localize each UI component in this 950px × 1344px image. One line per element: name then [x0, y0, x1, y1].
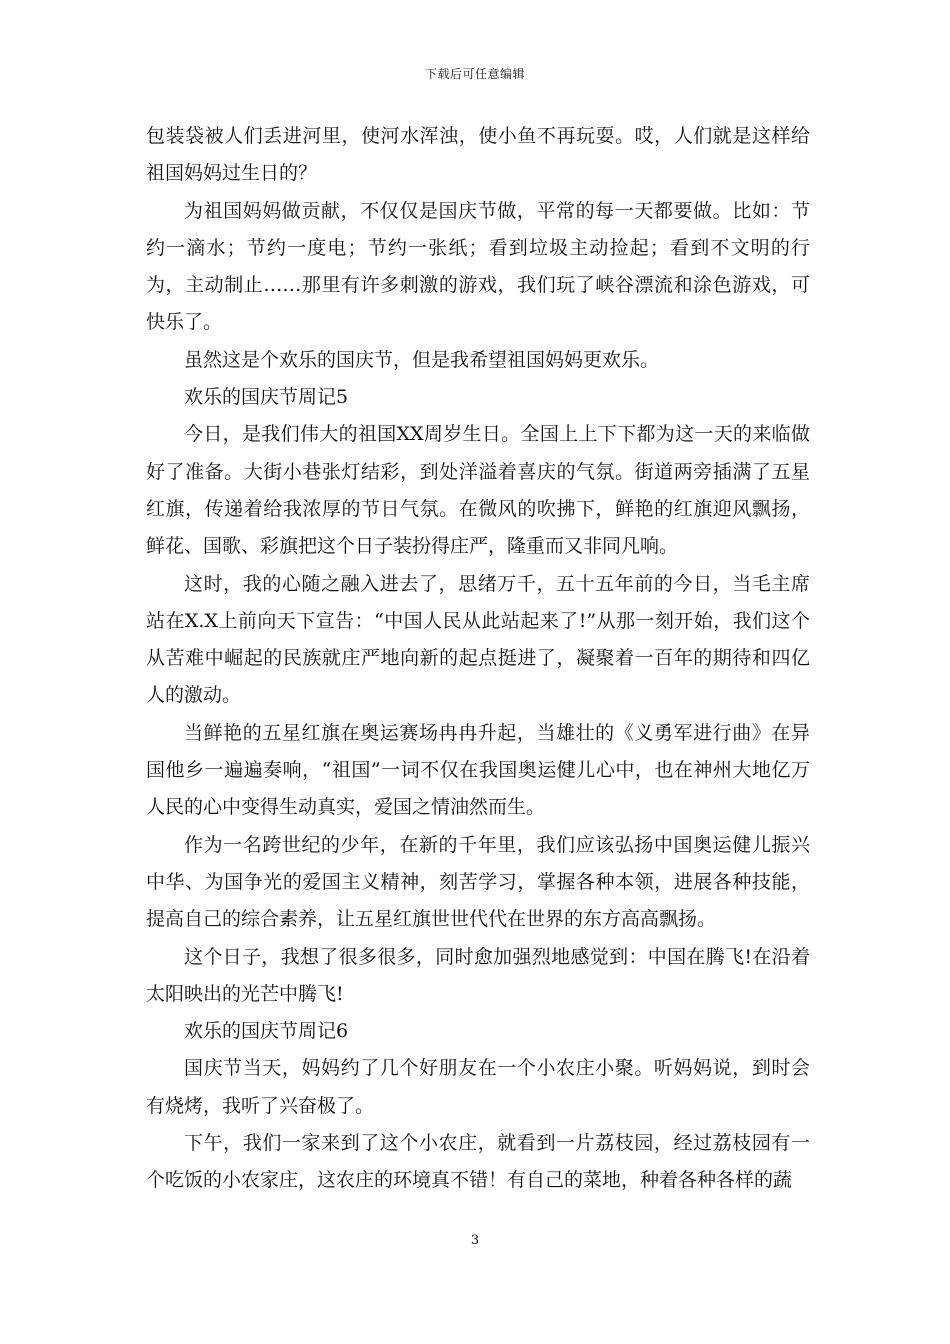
section-heading: 欢乐的国庆节周记6 — [184, 1020, 349, 1043]
paragraph: 这时，我的心随之融入进去了，思绪万千，五十五年前的今日，当毛主席站在X.X上前向天下宣告：“中国人民从此站起来了!”从那一刻开始，我们这个从苦难中崛起的民族就庄严地向新的起点挺进了，凝聚着一百年的期待和四亿人的激动。 — [146, 572, 810, 707]
paragraph: 这个日子，我想了很多很多，同时愈加强烈地感觉到：中国在腾飞!在沿着太阳映出的光芒中腾飞! — [146, 945, 810, 1005]
paragraph: 当鲜艳的五星红旗在奥运赛场冉冉升起，当雄壮的《义勇军进行曲》在异国他乡一遍遍奏响，“祖国”一词不仅在我国奥运健儿心中，也在神州大地亿万人民的心中变得生动真实，爱国之情油然而生。 — [146, 721, 810, 819]
paragraph: 虽然这是个欢乐的国庆节，但是我希望祖国妈妈更欢乐。 — [184, 348, 660, 371]
page-header: 下载后可任意编辑 — [424, 67, 525, 81]
page-number: 3 — [470, 1233, 480, 1248]
paragraph: 作为一名跨世纪的少年，在新的千年里，我们应该弘扬中国奥运健儿振兴中华、为国争光的爱国主义精神，刻苦学习，掌握各种本领，进展各种技能，提高自己的综合素养，让五星红旗世世代代在世界的东方高高飘扬。 — [146, 833, 810, 931]
paragraph: 今日，是我们伟大的祖国XX周岁生日。全国上上下下都为这一天的来临做好了准备。大街小巷张灯结彩，到处洋溢着喜庆的气氛。街道两旁插满了五星红旗，传递着给我浓厚的节日气氛。在微风的吹拂下，鲜艳的红旗迎风飘扬，鲜花、国歌、彩旗把这个日子装扮得庄严，隆重而又非同凡响。 — [146, 423, 810, 558]
paragraph: 包装袋被人们丢进河里，使河水浑浊，使小鱼不再玩耍。哎，人们就是这样给祖国妈妈过生日的？ — [146, 125, 810, 185]
paragraph: 下午，我们一家来到了这个小农庄，就看到一片荔枝园，经过荔枝园有一个吃饭的小农家庄，这农庄的环境真不错！有自己的菜地，种着各种各样的蔬 — [146, 1132, 810, 1192]
paragraph: 国庆节当天，妈妈约了几个好朋友在一个小农庄小聚。听妈妈说，到时会有烧烤，我听了兴奋极了。 — [146, 1057, 810, 1117]
document-body — [146, 118, 810, 1200]
section-heading: 欢乐的国庆节周记5 — [184, 386, 349, 409]
paragraph: 为祖国妈妈做贡献，不仅仅是国庆节做，平常的每一天都要做。比如：节约一滴水；节约一度电；节约一张纸；看到垃圾主动捡起；看到不文明的行为，主动制止……那里有许多刺激的游戏，我们玩了峡谷漂流和涂色游戏，可快乐了。 — [146, 199, 810, 334]
